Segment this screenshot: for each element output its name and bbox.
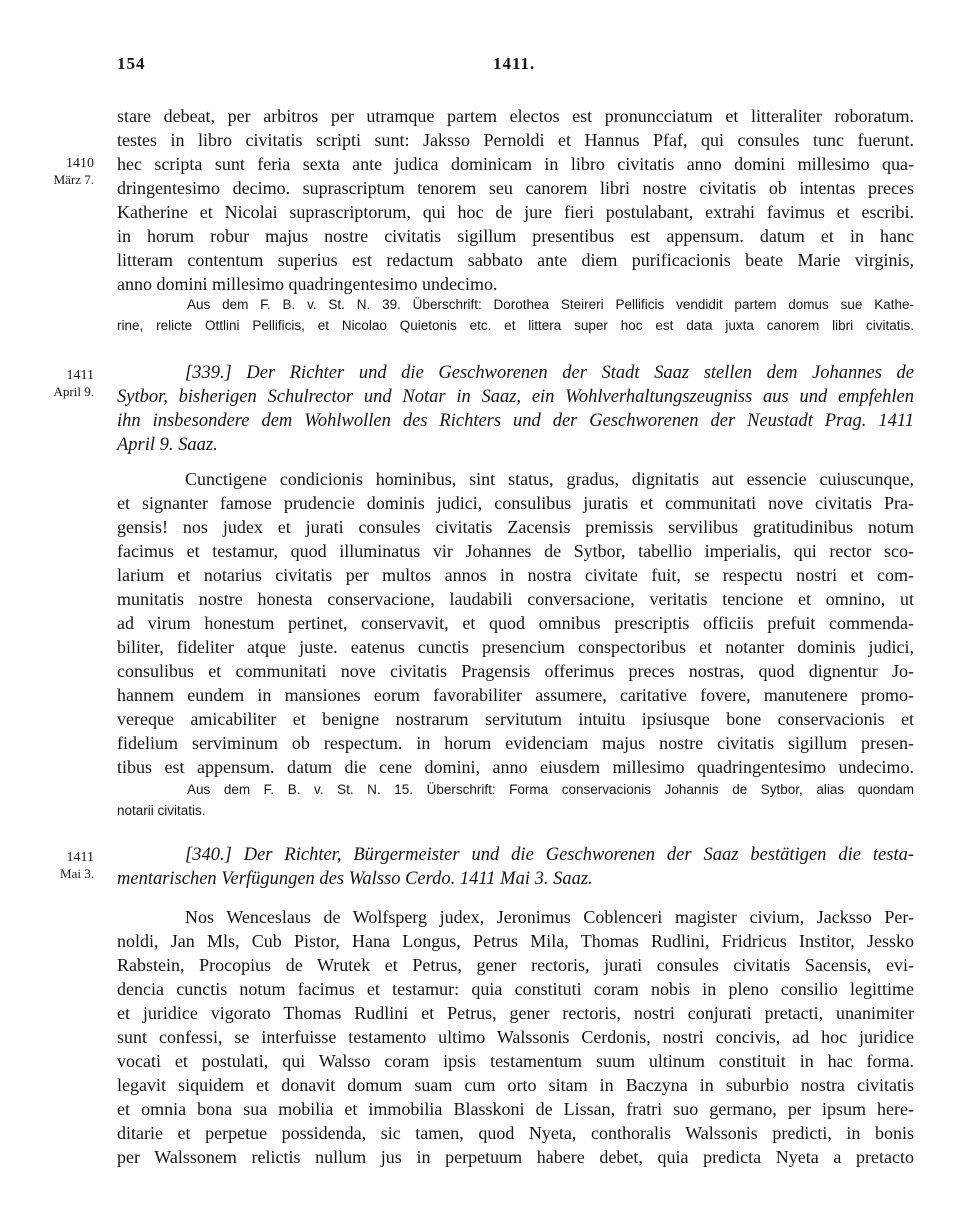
margin-day: März 7. (53, 172, 94, 187)
text-line: litteram contentum superius est redactum sabbato ante diem purificacionis beate Marie virginis, (117, 250, 914, 270)
regest-line: [340.] Der Richter, Bürgermeister und die Geschworenen der Saaz bestätigen die testa- (185, 845, 914, 865)
text-line: facimus et testamur, quod illuminatus vir Johannes de Sytbor, tabellio imperialis, qui rector sco- (117, 541, 914, 561)
margin-day: April 9. (53, 384, 94, 399)
margin-date-3 (26, 850, 94, 882)
margin-day: Mai 3. (60, 866, 94, 881)
text-line: Rabstein, Procopius de Wrutek et Petrus, gener rectoris, jurati consules civitatis Sacensis, evi- (117, 955, 914, 975)
margin-date-1 (26, 156, 94, 188)
source-note-2 (117, 779, 914, 821)
regest-line: Sytbor, bisherigen Schulrector und Notar in Saaz, ein Wohlverhaltungszeugniss aus und empfehlen (117, 387, 914, 407)
regest-340 (117, 843, 914, 891)
text-block-1 (117, 104, 914, 296)
text-line: munitatis nostre honesta conservacione, laudabili conversacione, veritatis tencione et omnino, ut (117, 589, 914, 609)
text-line: sunt confessi, se interfuisse testamento ultimo Walssonis Cerdonis, nostri concivis, ad hoc juridice (117, 1027, 914, 1047)
text-line: legavit siquidem et donavit domum suam cum orto sitam in Baczyna in suburbio nostra civitatis (117, 1075, 914, 1095)
note-line: rine, relicte Ottlini Pellificis, et Nicolao Quietonis etc. et littera super hoc est data juxta canorem libri civitatis. (117, 318, 914, 333)
text-line: dringentesimo decimo. suprascriptum tenorem seu canorem libri nostre civitatis ob intentas preces (117, 178, 914, 198)
note-line: Aus dem F. B. v. St. N. 39. Überschrift: Dorothea Steireri Pellificis vendidit partem domus sue Kathe- (187, 297, 914, 312)
text-line: gensis! nos judex et jurati consules civitatis Zacensis premissis servilibus gratitudinibus notum (117, 517, 914, 537)
note-line: notarii civitatis. (117, 803, 206, 818)
margin-date-2 (26, 368, 94, 400)
regest-line: mentarischen Verfügungen des Walsso Cerdo. 1411 Mai 3. Saaz. (117, 869, 593, 889)
text-line: biliter, fideliter atque juste. eatenus cunctis presencium conspectoribus et notanter dominis judici, (117, 637, 914, 657)
running-head-year: 1411. (493, 54, 536, 73)
text-line: Katherine et Nicolai suprascriptorum, qui hoc de jure fieri postulabant, extrahi favimus et escribi. (117, 202, 914, 222)
margin-year: 1411 (66, 368, 94, 383)
text-line: noldi, Jan Mls, Cub Pistor, Hana Longus, Petrus Mila, Thomas Rudlini, Fridricus Institor, Jessko (117, 931, 914, 951)
text-line: hec scripta sunt feria sexta ante judica dominicam in libro civitatis anno domini millesimo qua- (117, 154, 914, 174)
text-line: et signanter famose prudencie dominis judici, consulibus juratis et communitati nove civitatis Pra- (117, 493, 914, 513)
margin-year: 1411 (66, 850, 94, 865)
text-line: tibus est appensum. datum die cene domini, anno eiusdem millesimo quadringentesimo undecimo. (117, 757, 914, 777)
text-line: vocati et postulati, qui Walsso coram ipsis testamentum suum ultinum constituit in hac forma. (117, 1051, 914, 1071)
text-line: in horum robur majus nostre civitatis sigillum presentibus est appensum. datum et in hanc (117, 226, 914, 246)
text-line: testes in libro civitatis scripti sunt: Jaksso Pernoldi et Hannus Pfaf, qui consules tunc fuerunt. (117, 130, 914, 150)
text-line: anno domini millesimo quadringentesimo undecimo. (117, 274, 498, 294)
source-note-1 (117, 294, 914, 336)
text-line: ad virum honestum pertinet, conservavit, et quod omnibus prescriptis officiis prefuit commenda- (117, 613, 914, 633)
regest-line: ihn insbesondere dem Wohlwollen des Richters und der Geschworenen der Neustadt Prag. 1411 (117, 411, 914, 431)
note-line: Aus dem F. B. v. St. N. 15. Überschrift: Forma conservacionis Johannis de Sytbor, alias quondam (187, 782, 914, 797)
text-line: ditarie et perpetue possidenda, sic tamen, quod Nyeta, conthoralis Walssonis predicti, in bonis (117, 1123, 914, 1143)
margin-year: 1410 (66, 156, 94, 171)
text-line: larium et notarius civitatis per multos annos in nostra civitate fuit, se respectu nostri et com- (117, 565, 914, 585)
text-block-2 (117, 467, 914, 779)
text-line: hannem eundem in mansiones eorum favorabiliter assumere, caritative fovere, manutenere promo- (117, 685, 914, 705)
text-line: per Walssonem relictis nullum jus in perpetuum habere debet, quia predicta Nyeta a pretacto (117, 1147, 914, 1167)
text-line: consulibus et communitati nove civitatis Pragensis offerimus preces nostras, quod dignentur Jo- (117, 661, 914, 681)
text-line: et omnia bona sua mobilia et immobilia Blasskoni de Lissan, fratri suo germano, per ipsum here- (117, 1099, 914, 1119)
regest-339 (117, 361, 914, 457)
text-line: vereque amicabiliter et benigne nostrarum servitutum intuitu ipsiusque bone conservacionis et (117, 709, 914, 729)
text-line: stare debeat, per arbitros per utramque partem electos est pronuncciatum et litteraliter roboratum. (117, 106, 914, 126)
text-line: fidelium serviminum ob respectum. in horum evidenciam majus nostre civitatis sigillum presen- (117, 733, 914, 753)
page-number: 154 (117, 54, 146, 73)
text-block-3 (117, 905, 914, 1169)
regest-line: April 9. Saaz. (117, 435, 218, 455)
text-line: dencia cunctis notum facimus et testamur: quia constituti coram nobis in pleno consilio legittime (117, 979, 914, 999)
regest-line: [339.] Der Richter und die Geschworenen der Stadt Saaz stellen dem Johannes de (185, 363, 914, 383)
text-line: et juridice vigorato Thomas Rudlini et Petrus, gener rectoris, nostri conjurati pretacti, unanimiter (117, 1003, 914, 1023)
text-line: Nos Wenceslaus de Wolfsperg judex, Jeronimus Coblenceri magister civium, Jacksso Per- (185, 907, 914, 927)
text-line: Cunctigene condicionis hominibus, sint status, gradus, dignitatis aut essencie cuiuscunque, (185, 469, 914, 489)
